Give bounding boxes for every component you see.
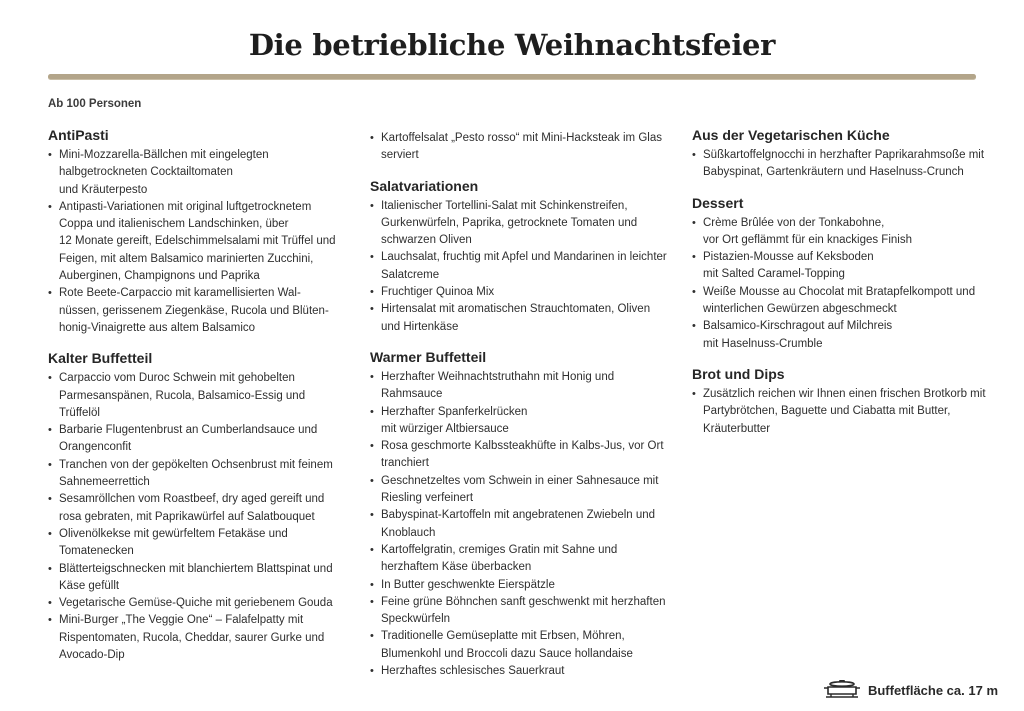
menu-section bbox=[692, 365, 998, 438]
menu-item: • In Butter geschwenkte Eierspätzle bbox=[370, 577, 670, 594]
menu-item: • Kartoffelgratin, cremiges Gratin mit Sahne und herzhaftem Käse überbacken bbox=[370, 542, 670, 577]
chafing-dish-icon bbox=[822, 679, 862, 701]
section-title: Dessert bbox=[692, 194, 744, 211]
menu-item-list bbox=[370, 369, 670, 680]
menu-section bbox=[370, 348, 670, 680]
buffet-area-info bbox=[822, 679, 998, 701]
menu-item: • Zusätzlich reichen wir Ihnen einen frischen Brotkorb mit Partybrötchen, Baguette und Ciabatta mit Butter, Kräuterbutter bbox=[692, 386, 998, 438]
menu-item: • Weiße Mousse au Chocolat mit Bratapfelkompott und winterlichen Gewürzen abgeschmeckt bbox=[692, 284, 998, 319]
title-divider bbox=[48, 74, 976, 79]
menu-item-list bbox=[370, 198, 670, 336]
menu-column-2 bbox=[370, 130, 670, 692]
section-title: Aus der Vegetarischen Küche bbox=[692, 127, 890, 143]
menu-section bbox=[370, 130, 670, 165]
menu-item: • Carpaccio vom Duroc Schwein mit gehobelten Parmesanspänen, Rucola, Balsamico-Essig und Trüffelöl bbox=[48, 370, 348, 422]
menu-item: • Mini-Burger „The Veggie One“ – Falafelpatty mit Rispentomaten, Rucola, Cheddar, saurer Gurke und Avocado-Dip bbox=[48, 612, 348, 664]
menu-item: • Antipasti-Variationen mit original luftgetrocknetem Coppa und italienischem Landschinken, über 12 Monate gereift, Edelschimmelsalami mit Trüffel und Feigen, mit altem Balsamico marinierten Zucchini, Auberginen, Champignons und Paprika bbox=[48, 199, 348, 285]
menu-item: • Hirtensalat mit aromatischen Strauchtomaten, Oliven und Hirtenkäse bbox=[370, 301, 670, 336]
menu-section bbox=[692, 126, 998, 182]
section-title: Brot und Dips bbox=[692, 365, 785, 382]
menu-item: • Fruchtiger Quinoa Mix bbox=[370, 284, 670, 301]
guest-count-label: Ab 100 Personen bbox=[48, 98, 142, 110]
menu-item: • Geschnetzeltes vom Schwein in einer Sahnesauce mit Riesling verfeinert bbox=[370, 473, 670, 508]
section-title: Kalter Buffetteil bbox=[48, 350, 153, 367]
menu-item: • Barbarie Flugentenbrust an Cumberlandsauce und Orangenconfit bbox=[48, 422, 348, 457]
section-title: AntiPasti bbox=[48, 127, 109, 143]
menu-item: • Rosa geschmorte Kalbssteakhüfte in Kalbs-Jus, vor Ort tranchiert bbox=[370, 438, 670, 473]
section-title: Warmer Buffetteil bbox=[370, 348, 487, 365]
menu-item: • Vegetarische Gemüse-Quiche mit geriebenem Gouda bbox=[48, 595, 348, 612]
menu-section bbox=[692, 194, 998, 353]
menu-item: • Traditionelle Gemüseplatte mit Erbsen, Möhren, Blumenkohl und Broccoli dazu Sauce hollandaise bbox=[370, 628, 670, 663]
menu-item: • Feine grüne Böhnchen sanft geschwenkt mit herzhaften Speckwürfeln bbox=[370, 594, 670, 629]
menu-item: • Blätterteigschnecken mit blanchiertem Blattspinat und Käse gefüllt bbox=[48, 561, 348, 596]
menu-item: • Süßkartoffelgnocchi in herzhafter Paprikarahmsoße mit Babyspinat, Gartenkräutern und Haselnuss-Crunch bbox=[692, 147, 998, 182]
menu-item: • Crème Brûlée von der Tonkabohne, vor Ort geflämmt für ein knackiges Finish bbox=[692, 215, 998, 250]
menu-item: • Balsamico-Kirschragout auf Milchreis mit Haselnuss-Crumble bbox=[692, 318, 998, 353]
menu-item-list bbox=[370, 130, 670, 165]
menu-item: • Tranchen von der gepökelten Ochsenbrust mit feinem Sahnemeerrettich bbox=[48, 457, 348, 492]
menu-item-list bbox=[692, 215, 998, 353]
menu-item: • Sesamröllchen vom Roastbeef, dry aged gereift und rosa gebraten, mit Paprikawürfel auf Salatbouquet bbox=[48, 491, 348, 526]
menu-item: • Herzhafter Weihnachtstruthahn mit Honig und Rahmsauce bbox=[370, 369, 670, 404]
menu-item: • Herzhafter Spanferkelrücken mit würziger Altbiersauce bbox=[370, 404, 670, 439]
menu-item: • Babyspinat-Kartoffeln mit angebratenen Zwiebeln und Knoblauch bbox=[370, 507, 670, 542]
menu-item: • Italienischer Tortellini-Salat mit Schinkenstreifen, Gurkenwürfeln, Paprika, getrocknete Tomaten und schwarzen Oliven bbox=[370, 198, 670, 250]
menu-item: • Mini-Mozzarella-Bällchen mit eingelegten halbgetrockneten Cocktailtomaten und Kräuterpesto bbox=[48, 147, 348, 199]
menu-item: • Lauchsalat, fruchtig mit Apfel und Mandarinen in leichter Salatcreme bbox=[370, 249, 670, 284]
menu-item: • Olivenölkekse mit gewürfeltem Fetakäse und Tomatenecken bbox=[48, 526, 348, 561]
menu-column-1 bbox=[48, 126, 348, 676]
menu-item: • Rote Beete-Carpaccio mit karamellisierten Wal- nüssen, gerissenem Ziegenkäse, Rucola und Blüten- honig-Vinaigrette aus altem Balsamico bbox=[48, 285, 348, 337]
menu-section bbox=[48, 126, 348, 337]
buffet-area-label: Buffetfläche ca. 17 m bbox=[867, 682, 998, 698]
menu-column-3 bbox=[692, 126, 998, 450]
menu-item: • Kartoffelsalat „Pesto rosso“ mit Mini-Hacksteak im Glas serviert bbox=[370, 130, 670, 165]
menu-item-list bbox=[692, 147, 998, 182]
page-title: Die betriebliche Weihnachtsfeier bbox=[248, 28, 776, 62]
menu-item-list bbox=[692, 386, 998, 438]
menu-item: • Pistazien-Mousse auf Keksboden mit Salted Caramel-Topping bbox=[692, 249, 998, 284]
menu-section bbox=[370, 177, 670, 336]
menu-item: • Herzhaftes schlesisches Sauerkraut bbox=[370, 663, 670, 680]
menu-section bbox=[48, 349, 348, 664]
section-title: Salatvariationen bbox=[370, 177, 479, 194]
menu-item-list bbox=[48, 147, 348, 337]
menu-item-list bbox=[48, 370, 348, 664]
